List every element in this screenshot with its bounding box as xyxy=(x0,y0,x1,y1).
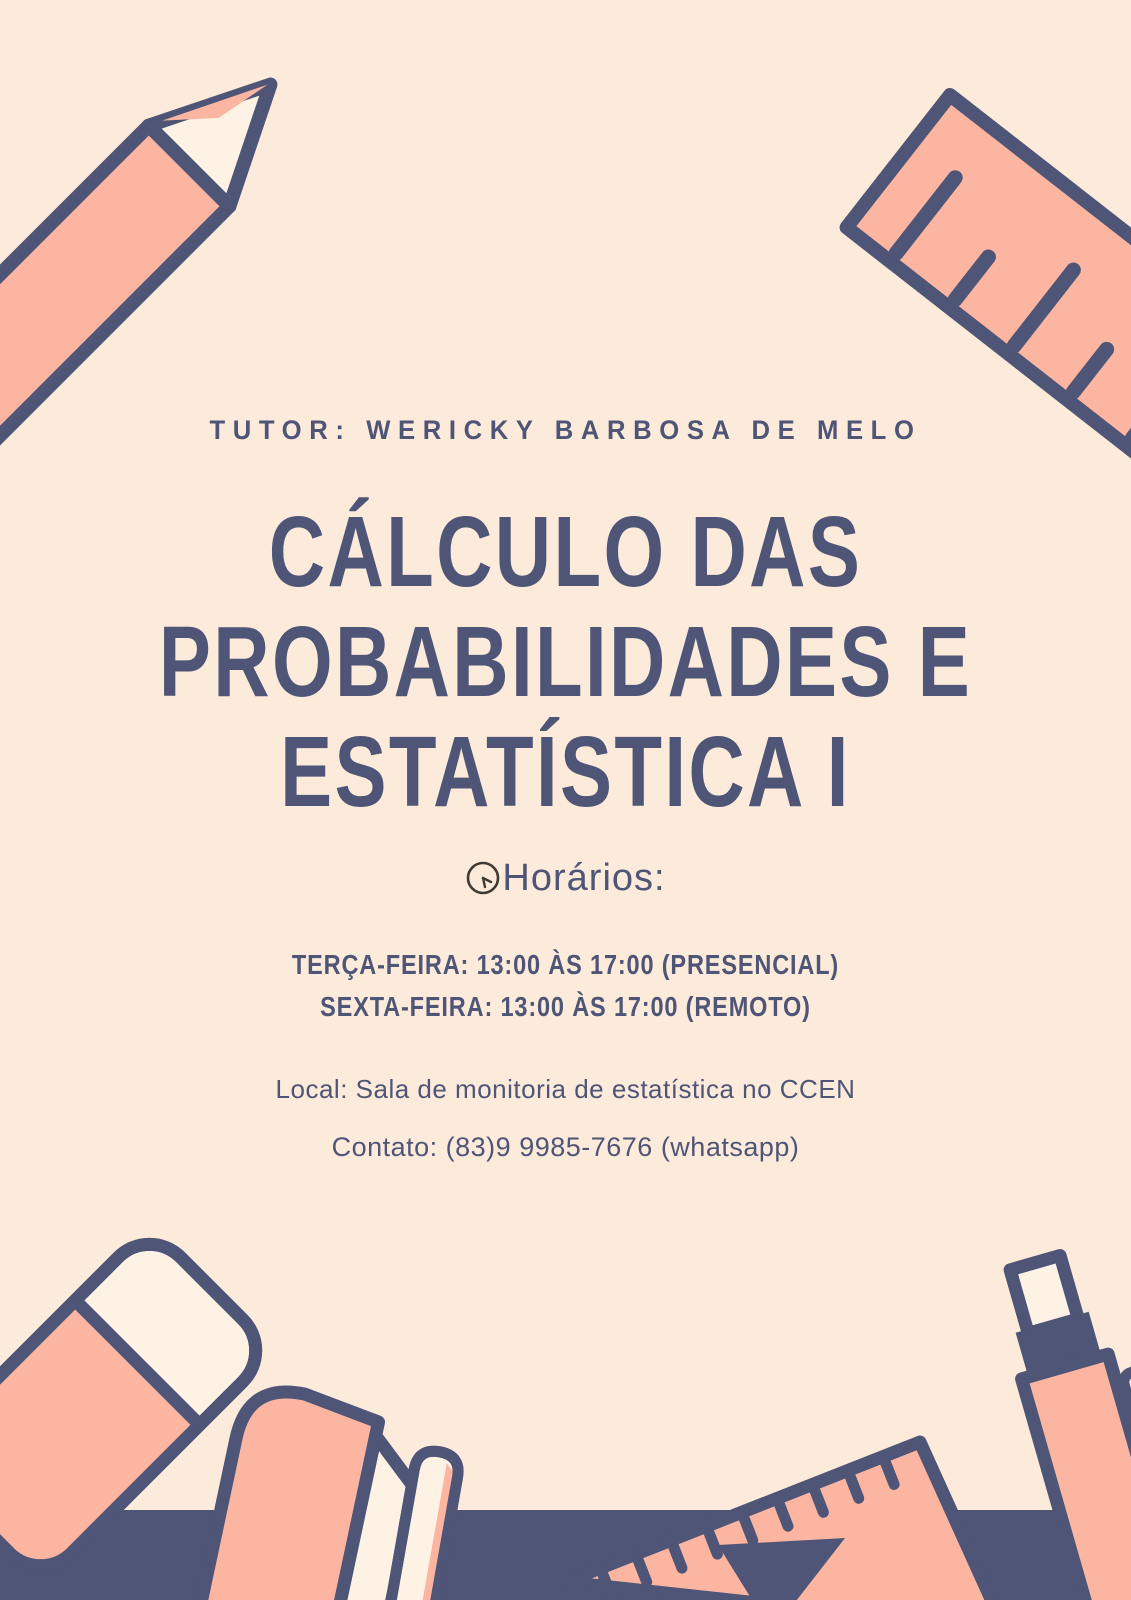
title-line-2: PROBABILIDADES E xyxy=(158,606,973,718)
contact-line: Contato: (83)9 9985-7676 (whatsapp) xyxy=(331,1132,800,1162)
top-decorations xyxy=(0,0,1131,560)
title-line-3: ESTATÍSTICA I xyxy=(280,716,851,828)
schedule-line-friday: SEXTA-FEIRA: 13:00 ÀS 17:00 (REMOTO) xyxy=(320,991,811,1022)
bottom-decorations xyxy=(0,1170,1131,1600)
schedule-heading-label: Horários: xyxy=(502,857,666,899)
location-line: Local: Sala de monitoria de estatística no CCEN xyxy=(275,1074,856,1104)
title-line-1: CÁLCULO DAS xyxy=(268,496,863,608)
schedule-lines xyxy=(90,944,1040,1028)
schedule-heading xyxy=(0,854,1131,908)
ruler-icon xyxy=(847,95,1131,560)
clock-icon xyxy=(465,860,501,908)
tutor-line: TUTOR: WERICKY BARBOSA DE MELO xyxy=(209,415,922,445)
schedule-line-tuesday: TERÇA-FEIRA: 13:00 ÀS 17:00 (PRESENCIAL) xyxy=(291,949,840,980)
page-title xyxy=(124,497,1006,827)
pencil-icon xyxy=(0,44,311,560)
